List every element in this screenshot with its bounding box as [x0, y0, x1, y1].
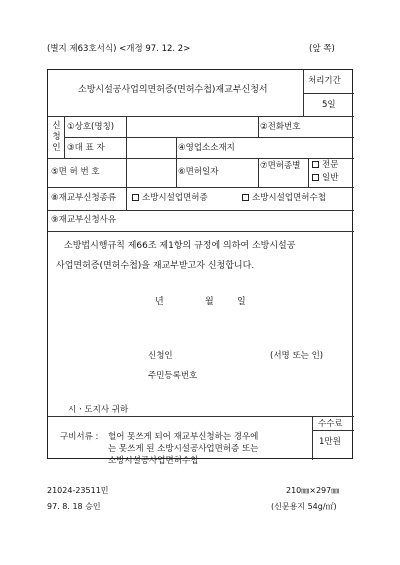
divider — [258, 116, 259, 137]
license-class-label: ⑦면허종별 — [260, 161, 301, 171]
processing-period-value: 5일 — [322, 100, 336, 110]
option-label: 소방시설업면허증 — [142, 193, 208, 203]
reissue-type-label: ⑧재교부신청종류 — [51, 193, 117, 203]
form-identifier: (별지 제63호서식) <개정 97. 12. 2> — [47, 44, 191, 54]
option-label: 일반 — [322, 173, 339, 183]
license-class-general[interactable] — [312, 174, 338, 183]
checkbox-icon — [312, 161, 319, 168]
divider — [312, 430, 354, 431]
applicant-group-label: 신청인 — [52, 121, 61, 153]
divider — [126, 187, 127, 210]
attachments-line-2: 는 못쓰게 된 소방시설공사업면허증 또는 — [108, 444, 259, 454]
statement-line-2: 사업면허증(면허수첩)을 재교부받고자 신청합니다. — [56, 261, 255, 271]
divider — [64, 137, 354, 138]
divider — [64, 116, 65, 158]
license-class-professional[interactable] — [312, 161, 338, 170]
signature-note: (서명 또는 인) — [270, 351, 324, 361]
business-location-label: ④영업소소재지 — [178, 143, 235, 153]
date-year: 년 — [155, 297, 164, 307]
processing-period-label: 처리기간 — [308, 76, 341, 86]
form-title: 소방시설공사업의면허증(면허수첩)재교부신청서 — [78, 85, 268, 95]
phone-label: ②전화번호 — [260, 122, 301, 132]
option-label: 전문 — [322, 160, 339, 170]
divider — [48, 416, 354, 417]
paper-type: (신문용지 54g/㎡) — [271, 502, 337, 511]
divider — [176, 158, 177, 187]
divider — [48, 231, 354, 232]
checkbox-icon — [132, 194, 139, 201]
page-side: (앞 쪽) — [309, 44, 335, 54]
attachments-line-1: 헐어 못쓰게 되어 재교부신청하는 경우에 — [108, 432, 259, 442]
divider — [312, 416, 313, 460]
license-date-label: ⑥면허일자 — [178, 167, 219, 177]
resident-number-label: 주민등록번호 — [148, 371, 198, 381]
approval-date: 97. 8. 18 승인 — [47, 502, 101, 511]
fee-label: 수수료 — [318, 419, 343, 429]
divider — [258, 158, 259, 187]
reissue-type-license-certificate[interactable] — [132, 194, 208, 203]
divider — [303, 70, 304, 116]
divider — [48, 187, 354, 188]
trade-name-label: ①상호(명칭) — [67, 122, 115, 132]
date-month: 월 — [205, 297, 214, 307]
divider — [48, 210, 354, 211]
representative-label: ③대 표 자 — [67, 143, 105, 153]
fee-value: 1만원 — [319, 437, 341, 447]
divider — [48, 116, 354, 117]
license-number-label: ⑤면 허 번 호 — [51, 167, 100, 177]
divider — [308, 158, 309, 187]
checkbox-icon — [242, 194, 249, 201]
statement-line-1: 소방법시행규칙 제66조 제1항의 규정에 의하여 소방시설공 — [64, 241, 296, 251]
option-label: 소방시설업면허수첩 — [252, 193, 326, 203]
form-code: 21024-23511민 — [47, 486, 109, 495]
attachments-label: 구비서류 : — [60, 432, 99, 442]
divider — [126, 116, 127, 188]
addressee: 시ㆍ도지사 귀하 — [68, 405, 129, 415]
applicant-signature-label: 신청인 — [148, 351, 173, 361]
reissue-application-form — [47, 69, 353, 466]
attachments-line-3: 소방시설공사업면허수첩 — [108, 456, 199, 466]
reissue-reason-label: ⑨재교부신청사유 — [51, 215, 117, 225]
checkbox-icon — [312, 174, 319, 181]
paper-size: 210㎜×297㎜ — [286, 486, 340, 495]
date-day: 일 — [237, 297, 246, 307]
divider — [176, 137, 177, 158]
divider — [303, 93, 354, 94]
reissue-type-license-booklet[interactable] — [242, 194, 326, 203]
